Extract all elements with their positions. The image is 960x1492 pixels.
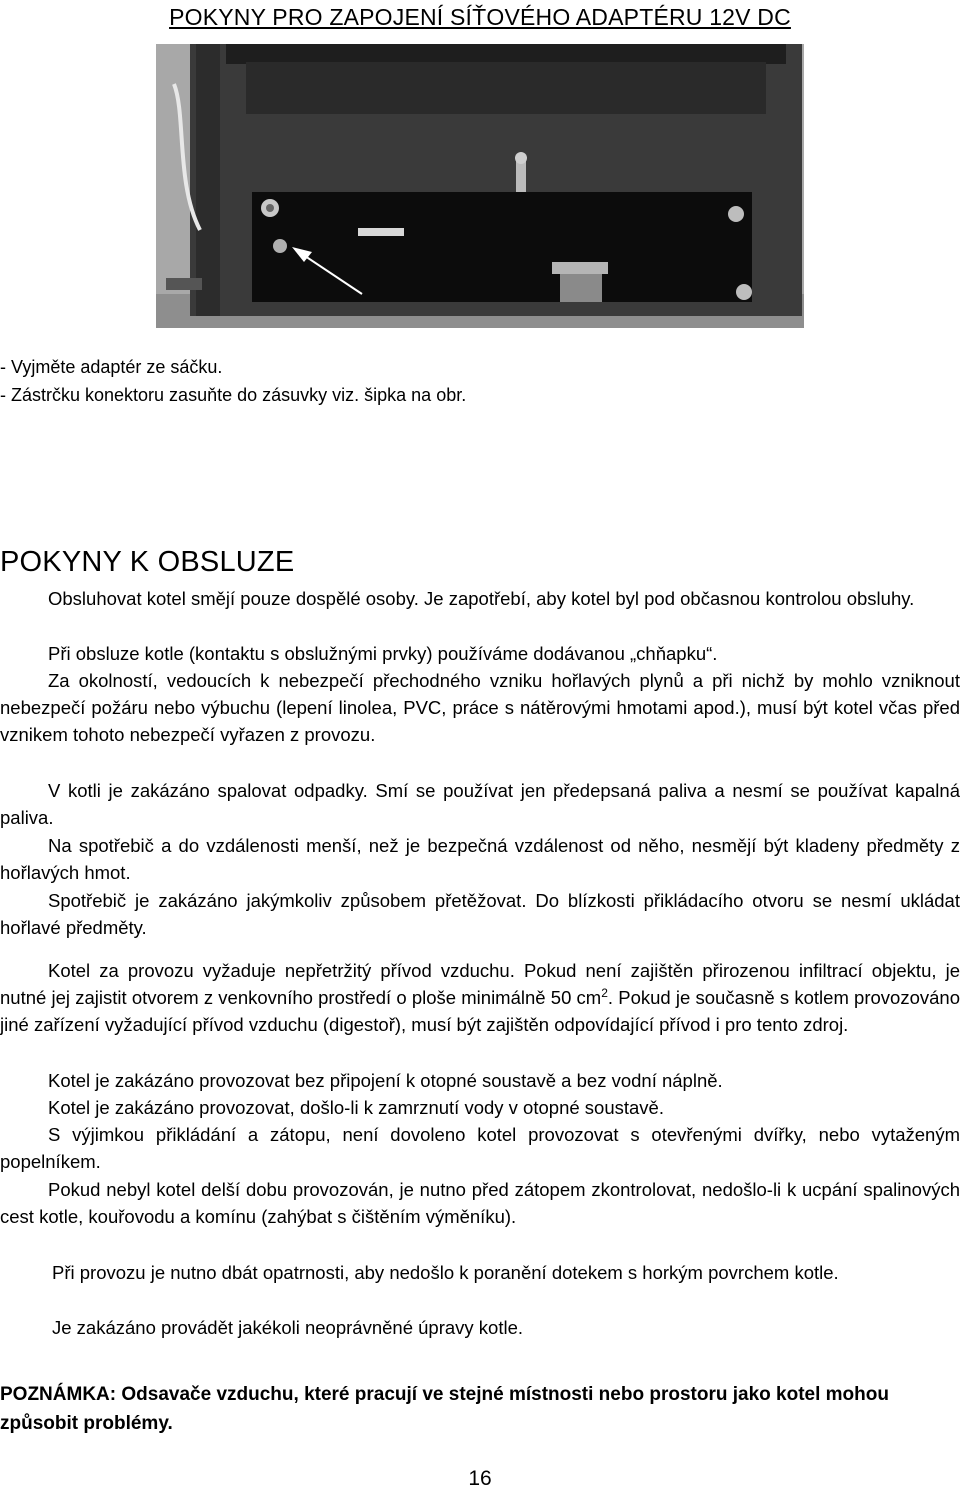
paragraph-text: Pokud nebyl kotel delší dobu provozován, je nutno před zátopem zkontrolovat, nedošlo-li k ucpání spalinových cest kotle, kouřovodu a komínu (zahýbat s čištěním výměníku). <box>0 1179 960 1227</box>
boiler-illustration <box>156 44 804 328</box>
paragraph-text: Je zakázáno provádět jakékoli neoprávněné úpravy kotle. <box>52 1317 524 1338</box>
paragraph <box>0 957 960 1038</box>
paragraph-text: Spotřebič je zakázáno jakýmkoliv způsobem přetěžovat. Do blízkosti přikládacího otvoru se nesmí ukládat hořlavé předměty. <box>0 890 960 938</box>
superscript: 2 <box>601 986 608 1000</box>
paragraph-text: . Pokud je současně s kotlem provozováno jiné zařízení vyžadující přívod vzduchu (digestoř), musí být zajištěn odpovídající přívod i pro tento zdroj. <box>0 987 960 1035</box>
note <box>0 1380 960 1438</box>
paragraph <box>0 1121 960 1175</box>
page-title: POKYNY PRO ZAPOJENÍ SÍŤOVÉHO ADAPTÉRU 12V DC <box>169 4 791 30</box>
section-heading: POKYNY K OBSLUZE <box>0 546 295 578</box>
paragraph <box>0 777 960 831</box>
paragraph <box>0 1259 960 1286</box>
paragraph-text: S výjimkou přikládání a zátopu, není dovoleno kotel provozovat s otevřenými dvířky, nebo vytaženým popelníkem. <box>0 1124 960 1172</box>
paragraph-text: Kotel je zakázáno provozovat bez připojení k otopné soustavě a bez vodní náplně. <box>48 1070 723 1091</box>
paragraph-text: V kotli je zakázáno spalovat odpadky. Smí se používat jen předepsaná paliva a nesmí se používat kapalná paliva. <box>0 780 960 828</box>
paragraph <box>0 1067 960 1094</box>
note-text: Odsavače vzduchu, které pracují ve stejné místnosti nebo prostoru jako kotel mohou způsobit problémy. <box>0 1384 889 1434</box>
paragraph <box>0 1314 960 1341</box>
paragraph <box>0 887 960 941</box>
paragraph-text: Při provozu je nutno dbát opatrnosti, aby nedošlo k poranění dotekem s horkým povrchem kotle. <box>52 1262 839 1283</box>
paragraph <box>0 832 960 886</box>
paragraph <box>0 667 960 748</box>
paragraph <box>0 585 960 612</box>
page-number: 16 <box>468 1467 492 1490</box>
paragraph-text: Obsluhovat kotel smějí pouze dospělé osoby. Je zapotřebí, aby kotel byl pod občasnou kontrolou obsluhy. <box>48 588 915 609</box>
adapter-step-2: - Zástrčku konektoru zasuňte do zásuvky viz. šipka na obr. <box>0 385 467 405</box>
paragraph <box>0 1094 960 1121</box>
boiler-photo <box>156 44 804 328</box>
paragraph <box>0 1176 960 1230</box>
paragraph-text: Kotel je zakázáno provozovat, došlo-li k zamrznutí vody v otopné soustavě. <box>48 1097 664 1118</box>
paragraph <box>0 640 960 667</box>
note-label: POZNÁMKA: <box>0 1384 117 1405</box>
adapter-step-1: - Vyjměte adaptér ze sáčku. <box>0 357 223 377</box>
paragraph-text: Na spotřebič a do vzdálenosti menší, než je bezpečná vzdálenost od něho, nesmějí být kladeny předměty z hořlavých hmot. <box>0 835 960 883</box>
paragraph-text: Za okolností, vedoucích k nebezpečí přechodného vzniku hořlavých plynů a při nichž by mohlo vzniknout nebezpečí požáru nebo výbuchu (lepení linolea, PVC, práce s nátěrovými hmotami apod.), musí být kotel včas před vznikem tohoto nebezpečí vyřazen z provozu. <box>0 670 960 745</box>
paragraph-text: Při obsluze kotle (kontaktu s obslužnými prvky) používáme dodávanou „chňapku“. <box>48 643 718 664</box>
paragraph-text: Kotel za provozu vyžaduje nepřetržitý přívod vzduchu. Pokud není zajištěn přirozenou infiltrací objektu, je nutné jej zajistit otvorem z venkovního prostředí o ploše minimálně 50 cm <box>0 960 960 1008</box>
